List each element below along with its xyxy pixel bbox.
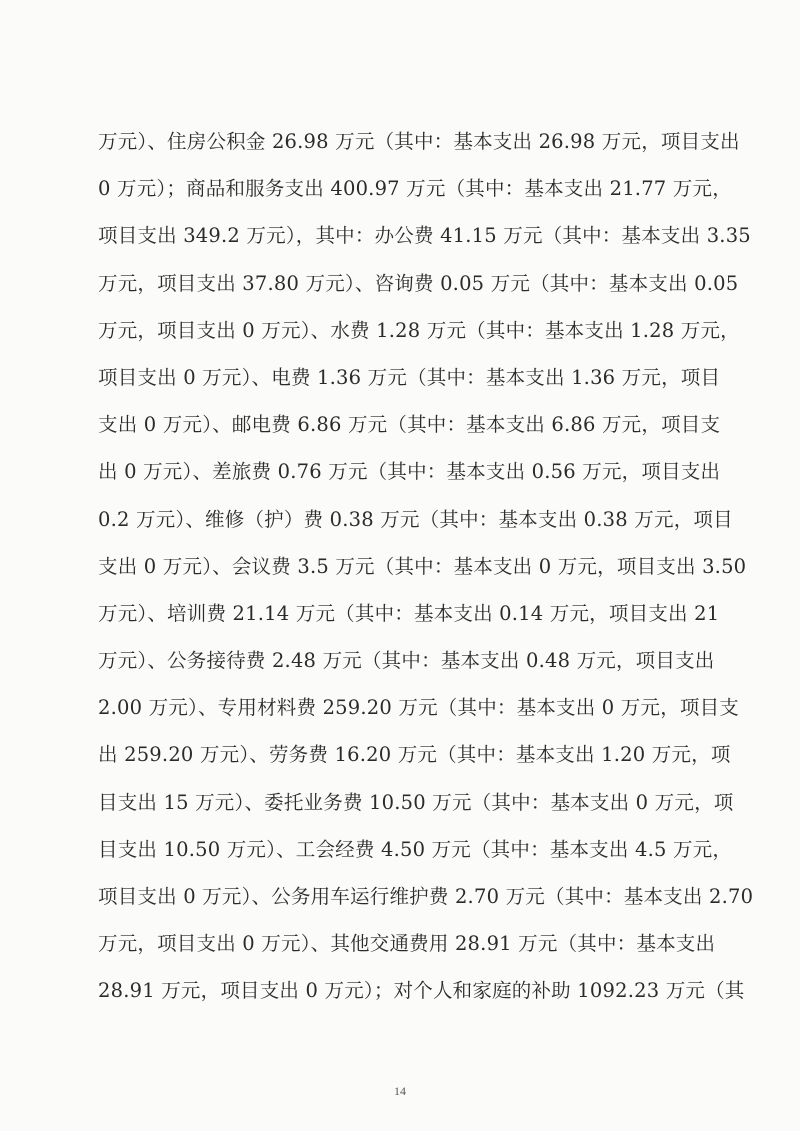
text-line-18: 万元，项目支出 0 万元）、其他交通费用 28.91 万元（其中：基本支出 [98, 932, 716, 956]
text-line-15: 目支出 15 万元）、委托业务费 10.50 万元（其中：基本支出 0 万元，项 [98, 790, 734, 814]
text-line-9: 0.2 万元）、维修（护）费 0.38 万元（其中：基本支出 0.38 万元，项目 [98, 507, 733, 531]
body-paragraph [98, 118, 754, 1015]
text-line-3: 项目支出 349.2 万元），其中：办公费 41.15 万元（其中：基本支出 3.35 [98, 224, 751, 248]
text-line-2: 0 万元）；商品和服务支出 400.97 万元（其中：基本支出 21.77 万元， [98, 177, 732, 201]
text-line-8: 出 0 万元）、差旅费 0.76 万元（其中：基本支出 0.56 万元，项目支出 [98, 460, 721, 484]
text-line-13: 2.00 万元）、专用材料费 259.20 万元（其中：基本支出 0 万元，项目支 [98, 696, 739, 720]
text-line-11: 万元）、培训费 21.14 万元（其中：基本支出 0.14 万元，项目支出 21 [98, 601, 720, 625]
text-line-4: 万元，项目支出 37.80 万元）、咨询费 0.05 万元（其中：基本支出 0.05 [98, 271, 739, 295]
text-line-6: 项目支出 0 万元）、电费 1.36 万元（其中：基本支出 1.36 万元，项目 [98, 365, 721, 389]
text-line-10: 支出 0 万元）、会议费 3.5 万元（其中：基本支出 0 万元，项目支出 3.50 [98, 554, 747, 578]
text-line-5: 万元，项目支出 0 万元）、水费 1.28 万元（其中：基本支出 1.28 万元， [98, 318, 740, 342]
text-line-19: 28.91 万元，项目支出 0 万元）；对个人和家庭的补助 1092.23 万元（其 [98, 979, 745, 1003]
text-line-14: 出 259.20 万元）、劳务费 16.20 万元（其中：基本支出 1.20 万元，项 [98, 743, 731, 767]
text-line-12: 万元）、公务接待费 2.48 万元（其中：基本支出 0.48 万元，项目支出 [98, 649, 715, 673]
text-line-1: 万元）、住房公积金 26.98 万元（其中：基本支出 26.98 万元，项目支出 [98, 130, 740, 153]
text-line-7: 支出 0 万元）、邮电费 6.86 万元（其中：基本支出 6.86 万元，项目支 [98, 413, 721, 437]
page-number: 14 [394, 1084, 406, 1098]
text-line-17: 项目支出 0 万元）、公务用车运行维护费 2.70 万元（其中：基本支出 2.70 [98, 885, 754, 908]
text-line-16: 目支出 10.50 万元）、工会经费 4.50 万元（其中：基本支出 4.5 万元， [98, 837, 733, 861]
